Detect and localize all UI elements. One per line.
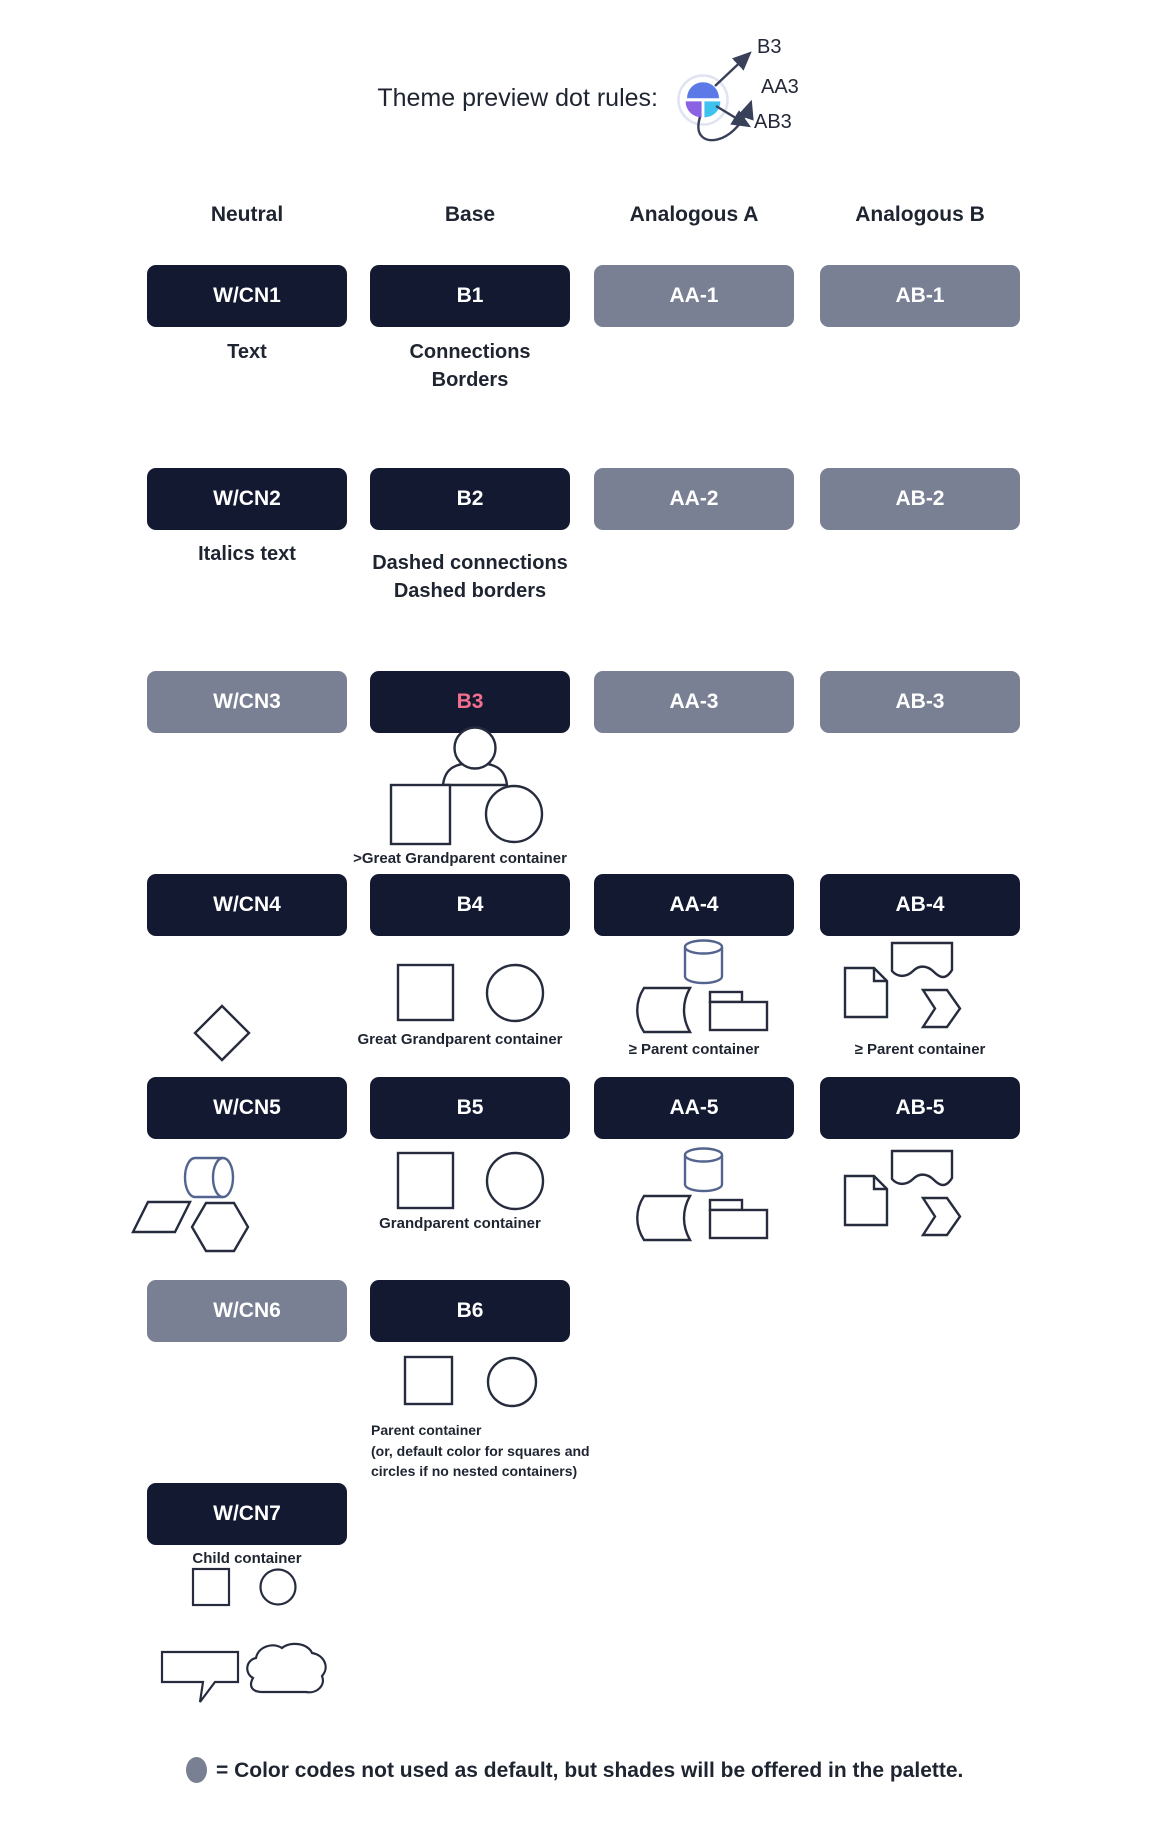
- circle-shape: [486, 786, 542, 842]
- chevron-shape: [923, 990, 960, 1027]
- page-title: Theme preview dot rules:: [377, 84, 658, 112]
- column-header-analogous-a: Analogous A: [629, 203, 759, 226]
- square-shape: [405, 1357, 452, 1404]
- caption-ge-parent-ab: ≥ Parent container: [854, 1041, 986, 1058]
- pill-ab2: AB-2: [820, 468, 1020, 530]
- square-circle-icon-b6: [402, 1354, 542, 1410]
- folded-corner-note-icon: [845, 968, 887, 1017]
- caption-ge-parent-aa: ≥ Parent container: [628, 1041, 760, 1058]
- pill-ab4: AB-4: [820, 874, 1020, 936]
- column-header-base: Base: [444, 203, 496, 226]
- pill-b5: B5: [370, 1077, 570, 1139]
- folded-corner-note-icon: [845, 1176, 887, 1225]
- caption-great-grandparent-gt: >Great Grandparent container: [353, 850, 567, 867]
- horizontal-cylinder-icon: [185, 1158, 233, 1197]
- pill-b2: B2: [370, 468, 570, 530]
- cylinder-storeddata-folder-icon: [630, 938, 770, 1034]
- column-header-neutral: Neutral: [210, 203, 284, 226]
- dot-label-aa3: AA3: [761, 76, 799, 98]
- pill-wcn7: W/CN7: [147, 1483, 347, 1545]
- caption-child-container: Child container: [192, 1550, 302, 1567]
- legend-text: = Color codes not used as default, but shades will be offered in the palette.: [216, 1759, 964, 1782]
- pill-wcn3: W/CN3: [147, 671, 347, 733]
- diamond-icon: [192, 1003, 252, 1063]
- circle-shape: [487, 965, 543, 1021]
- stored-data-shape: [637, 1196, 690, 1240]
- square-shape: [193, 1569, 229, 1605]
- pill-ab1: AB-1: [820, 265, 1020, 327]
- cylinder-parallelogram-hexagon-icon: [128, 1153, 252, 1255]
- caption-borders: Borders: [431, 369, 509, 391]
- pill-b6: B6: [370, 1280, 570, 1342]
- pill-aa4: AA-4: [594, 874, 794, 936]
- parallelogram-shape: [133, 1202, 190, 1232]
- stored-data-shape: [637, 988, 690, 1032]
- cylinder-storeddata-folder-icon-2: [630, 1146, 770, 1242]
- pill-aa3: AA-3: [594, 671, 794, 733]
- wavy-document-icon: [892, 1151, 952, 1185]
- pill-b1: B1: [370, 265, 570, 327]
- square-shape: [398, 1153, 453, 1208]
- square-shape: [398, 965, 453, 1020]
- caption-text: Text: [227, 341, 267, 363]
- caption-italics-text: Italics text: [198, 543, 296, 565]
- pill-b4: B4: [370, 874, 570, 936]
- pill-wcn5: W/CN5: [147, 1077, 347, 1139]
- pill-wcn4: W/CN4: [147, 874, 347, 936]
- caption-dashed-borders: Dashed borders: [393, 580, 547, 602]
- pill-aa2: AA-2: [594, 468, 794, 530]
- dot-label-b3: B3: [757, 36, 782, 58]
- wavy-document-icon: [892, 943, 952, 977]
- note-document-chevron-icon-2: [843, 1148, 963, 1238]
- pill-ab3: AB-3: [820, 671, 1020, 733]
- circle-shape: [487, 1153, 543, 1209]
- note-document-chevron-icon: [843, 940, 963, 1030]
- pill-wcn1: W/CN1: [147, 265, 347, 327]
- speech-bubble-cloud-icon: [156, 1639, 332, 1705]
- person-icon: [443, 728, 507, 786]
- caption-parent-line2: (or, default color for squares and: [371, 1442, 590, 1459]
- caption-parent-line1: Parent container: [371, 1422, 482, 1438]
- database-cylinder-icon: [685, 1149, 722, 1191]
- square-circle-icon-wcn7: [190, 1566, 302, 1608]
- square-circle-icon-b4: [395, 962, 547, 1024]
- folder-shape: [710, 1200, 767, 1238]
- pill-wcn6: W/CN6: [147, 1280, 347, 1342]
- chevron-shape: [923, 1198, 960, 1235]
- folder-shape: [710, 992, 767, 1030]
- hexagon-shape: [192, 1203, 248, 1251]
- square-circle-icon-b5: [395, 1150, 547, 1212]
- square-shape: [391, 785, 450, 844]
- database-cylinder-icon: [685, 941, 722, 983]
- cloud-icon: [247, 1644, 325, 1692]
- pill-wcn2: W/CN2: [147, 468, 347, 530]
- dot-label-ab3: AB3: [754, 111, 792, 133]
- caption-great-grandparent: Great Grandparent container: [357, 1031, 563, 1048]
- circle-shape: [261, 1570, 296, 1605]
- pill-ab5: AB-5: [820, 1077, 1020, 1139]
- caption-grandparent: Grandparent container: [379, 1215, 541, 1232]
- pill-aa1: AA-1: [594, 265, 794, 327]
- pill-b3: B3: [370, 671, 570, 733]
- caption-dashed-connections: Dashed connections: [372, 552, 568, 574]
- column-header-analogous-b: Analogous B: [855, 203, 985, 226]
- speech-bubble-icon: [162, 1652, 238, 1702]
- caption-parent-line3: circles if no nested containers): [371, 1463, 578, 1479]
- circle-shape: [488, 1358, 536, 1406]
- caption-connections: Connections: [409, 341, 531, 363]
- person-square-circle-icon: [383, 723, 553, 848]
- pill-aa5: AA-5: [594, 1077, 794, 1139]
- arrow-to-b3: [715, 53, 750, 86]
- legend-gray-dot: [186, 1757, 207, 1783]
